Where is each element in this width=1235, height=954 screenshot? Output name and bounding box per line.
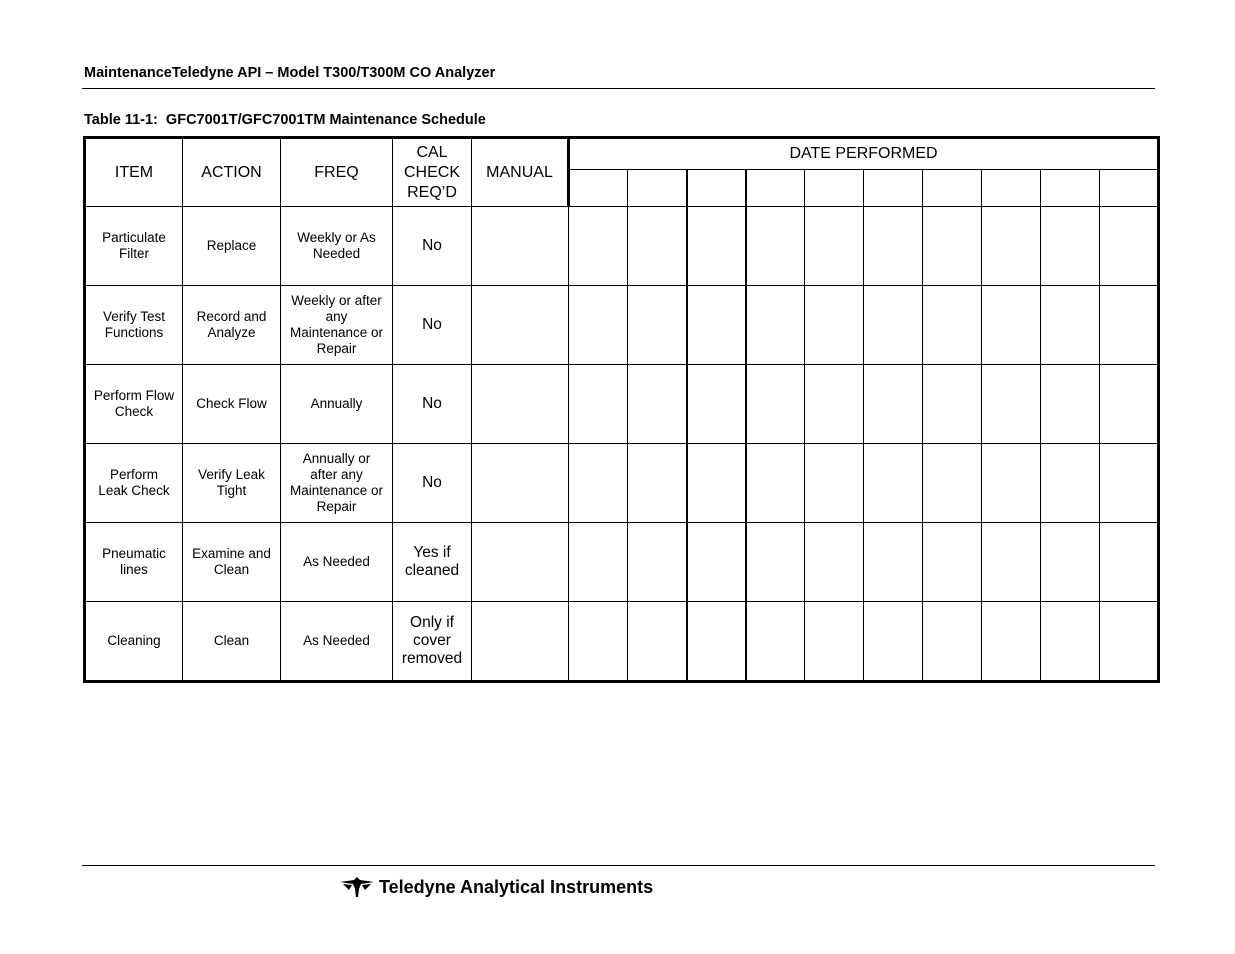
freq-cell [281, 365, 393, 444]
date-performed-cell[interactable] [569, 602, 628, 682]
date-performed-cell[interactable] [982, 444, 1041, 523]
header-manual: MANUAL [472, 138, 569, 207]
date-performed-cell[interactable] [982, 523, 1041, 602]
freq-cell-line: Annually or [302, 451, 371, 466]
freq-cell-line: Weekly or As [297, 230, 376, 245]
date-performed-cell[interactable] [569, 207, 628, 286]
date-performed-column-5 [805, 170, 864, 207]
freq-cell-line: As Needed [303, 554, 370, 569]
date-performed-cell[interactable] [628, 365, 687, 444]
date-performed-cell[interactable] [1041, 286, 1100, 365]
date-performed-cell[interactable] [805, 602, 864, 682]
header-action: ACTION [183, 138, 281, 207]
action-cell-line: Tight [216, 483, 247, 498]
item-cell [85, 602, 183, 682]
date-performed-cell[interactable] [923, 444, 982, 523]
date-performed-cell[interactable] [923, 286, 982, 365]
date-performed-cell[interactable] [1100, 286, 1159, 365]
cal-check-cell [393, 602, 472, 682]
table-caption: Table 11-1: GFC7001T/GFC7001TM Maintenance Schedule [84, 112, 486, 128]
page-header-title: MaintenanceTeledyne API – Model T300/T300M CO Analyzer [84, 65, 496, 81]
action-cell [183, 286, 281, 365]
item-cell [85, 444, 183, 523]
date-performed-cell[interactable] [1041, 602, 1100, 682]
date-performed-cell[interactable] [864, 286, 923, 365]
manual-cell [472, 523, 569, 602]
freq-cell-line: after any [310, 467, 363, 482]
date-performed-cell[interactable] [923, 602, 982, 682]
freq-cell-line: Repair [316, 499, 357, 514]
table-row [85, 523, 1159, 602]
item-cell-line: Check [114, 404, 154, 419]
date-performed-cell[interactable] [923, 207, 982, 286]
cal-check-cell-line: No [422, 474, 442, 491]
page-footer [340, 876, 653, 898]
date-performed-cell[interactable] [687, 286, 746, 365]
date-performed-cell[interactable] [628, 207, 687, 286]
date-performed-column-9 [1041, 170, 1100, 207]
cal-check-cell [393, 286, 472, 365]
header-cal-check [393, 138, 472, 207]
cal-check-cell-line: cover [413, 632, 451, 649]
table-row [85, 286, 1159, 365]
date-performed-cell[interactable] [1100, 523, 1159, 602]
date-performed-cell[interactable] [1041, 365, 1100, 444]
freq-cell-line: Repair [316, 341, 357, 356]
date-performed-cell[interactable] [982, 602, 1041, 682]
cal-check-cell-line: No [422, 395, 442, 412]
date-performed-column-10 [1100, 170, 1159, 207]
date-performed-cell[interactable] [569, 286, 628, 365]
action-cell-line: Verify Leak [198, 467, 265, 482]
cal-check-cell [393, 207, 472, 286]
date-performed-cell[interactable] [1100, 444, 1159, 523]
date-performed-cell[interactable] [628, 286, 687, 365]
manual-cell [472, 444, 569, 523]
header-freq: FREQ [281, 138, 393, 207]
date-performed-cell[interactable] [864, 523, 923, 602]
cal-check-cell-line: cleaned [404, 562, 460, 579]
cal-check-cell-line: No [422, 237, 442, 254]
date-performed-column-6 [864, 170, 923, 207]
manual-cell [472, 365, 569, 444]
date-performed-cell[interactable] [687, 523, 746, 602]
date-performed-cell[interactable] [1100, 365, 1159, 444]
action-cell [183, 523, 281, 602]
date-performed-cell[interactable] [746, 286, 805, 365]
freq-cell-line: Maintenance or [289, 483, 384, 498]
item-cell [85, 365, 183, 444]
date-performed-cell[interactable] [805, 286, 864, 365]
date-performed-cell[interactable] [746, 207, 805, 286]
action-cell-line: Replace [206, 238, 257, 253]
action-cell-line: Clean [213, 633, 250, 648]
date-performed-cell[interactable] [569, 444, 628, 523]
freq-cell-line: Weekly or after [291, 293, 382, 308]
date-performed-cell[interactable] [569, 365, 628, 444]
freq-cell-line: Maintenance or [289, 325, 384, 340]
date-performed-cell[interactable] [864, 602, 923, 682]
cal-check-cell [393, 365, 472, 444]
action-cell [183, 444, 281, 523]
item-cell [85, 523, 183, 602]
date-performed-cell[interactable] [864, 207, 923, 286]
action-cell-line: Clean [213, 562, 250, 577]
action-cell [183, 365, 281, 444]
item-cell [85, 207, 183, 286]
action-cell [183, 602, 281, 682]
action-cell-line: Check Flow [196, 396, 267, 411]
item-cell-line: Pneumatic [102, 546, 166, 561]
action-cell [183, 207, 281, 286]
date-performed-cell[interactable] [746, 444, 805, 523]
header-cal-line: CAL [416, 143, 448, 161]
item-cell-line: Verify Test [102, 309, 166, 324]
date-performed-cell[interactable] [923, 365, 982, 444]
freq-cell-line: Annually [310, 396, 363, 411]
date-performed-cell[interactable] [628, 444, 687, 523]
date-performed-cell[interactable] [746, 523, 805, 602]
freq-cell [281, 602, 393, 682]
date-performed-cell[interactable] [1100, 602, 1159, 682]
item-cell-line: Leak Check [98, 483, 170, 498]
table-row [85, 207, 1159, 286]
freq-cell-line: As Needed [303, 633, 370, 648]
date-performed-column-3 [687, 170, 746, 207]
date-performed-cell[interactable] [805, 365, 864, 444]
date-performed-cell[interactable] [1041, 523, 1100, 602]
manual-cell [472, 286, 569, 365]
action-cell-line: Examine and [192, 546, 271, 561]
maintenance-schedule-table [83, 136, 1160, 683]
action-cell-line: Analyze [207, 325, 256, 340]
date-performed-cell[interactable] [1100, 207, 1159, 286]
freq-cell [281, 523, 393, 602]
date-performed-cell[interactable] [805, 523, 864, 602]
date-performed-cell[interactable] [805, 207, 864, 286]
date-performed-cell[interactable] [628, 523, 687, 602]
item-cell-line: Functions [104, 325, 164, 340]
freq-cell [281, 286, 393, 365]
schedule-body [85, 207, 1159, 682]
date-performed-column-2 [628, 170, 687, 207]
date-performed-cell[interactable] [864, 444, 923, 523]
date-performed-cell[interactable] [982, 286, 1041, 365]
cal-check-cell [393, 523, 472, 602]
cal-check-cell-line: No [422, 316, 442, 333]
item-cell [85, 286, 183, 365]
date-performed-cell[interactable] [687, 444, 746, 523]
date-performed-cell[interactable] [687, 365, 746, 444]
manual-cell [472, 207, 569, 286]
table-row [85, 365, 1159, 444]
cal-check-cell-line: Yes if [413, 544, 451, 561]
freq-cell [281, 444, 393, 523]
freq-cell-line: any [325, 309, 348, 324]
item-cell-line: Perform Flow [93, 388, 175, 403]
item-cell-line: Filter [119, 246, 149, 261]
header-divider [82, 88, 1155, 89]
footer-company-name: Teledyne Analytical Instruments [379, 876, 654, 897]
date-performed-cell[interactable] [1041, 444, 1100, 523]
freq-cell [281, 207, 393, 286]
item-cell-line: Cleaning [107, 633, 161, 648]
date-performed-cell[interactable] [923, 523, 982, 602]
date-performed-cell[interactable] [982, 207, 1041, 286]
table-row [85, 602, 1159, 682]
cal-check-cell [393, 444, 472, 523]
date-performed-cell[interactable] [982, 365, 1041, 444]
header-cal-line: REQ’D [407, 183, 457, 201]
date-performed-column-1 [569, 170, 628, 207]
header-item: ITEM [85, 138, 183, 207]
date-performed-cell[interactable] [746, 365, 805, 444]
cal-check-cell-line: Only if [410, 614, 454, 631]
date-performed-column-8 [982, 170, 1041, 207]
item-cell-line: Particulate [102, 230, 166, 245]
date-performed-column-4 [746, 170, 805, 207]
table-row [85, 444, 1159, 523]
date-performed-cell[interactable] [628, 602, 687, 682]
item-cell-line: Perform [109, 467, 158, 482]
header-date-performed: DATE PERFORMED [569, 138, 1159, 170]
date-performed-cell[interactable] [805, 444, 864, 523]
cal-check-cell-line: removed [401, 650, 463, 667]
action-cell-line: Record and [196, 309, 267, 324]
manual-cell [472, 602, 569, 682]
footer-divider [82, 865, 1155, 866]
date-performed-cell[interactable] [1041, 207, 1100, 286]
header-cal-line: CHECK [403, 163, 460, 181]
freq-cell-line: Needed [312, 246, 361, 261]
item-cell-line: lines [120, 562, 148, 577]
date-performed-cell[interactable] [687, 207, 746, 286]
date-performed-cell[interactable] [746, 602, 805, 682]
date-performed-cell[interactable] [864, 365, 923, 444]
date-performed-cell[interactable] [687, 602, 746, 682]
date-performed-cell[interactable] [569, 523, 628, 602]
date-performed-column-7 [923, 170, 982, 207]
teledyne-logo-icon [340, 876, 374, 898]
